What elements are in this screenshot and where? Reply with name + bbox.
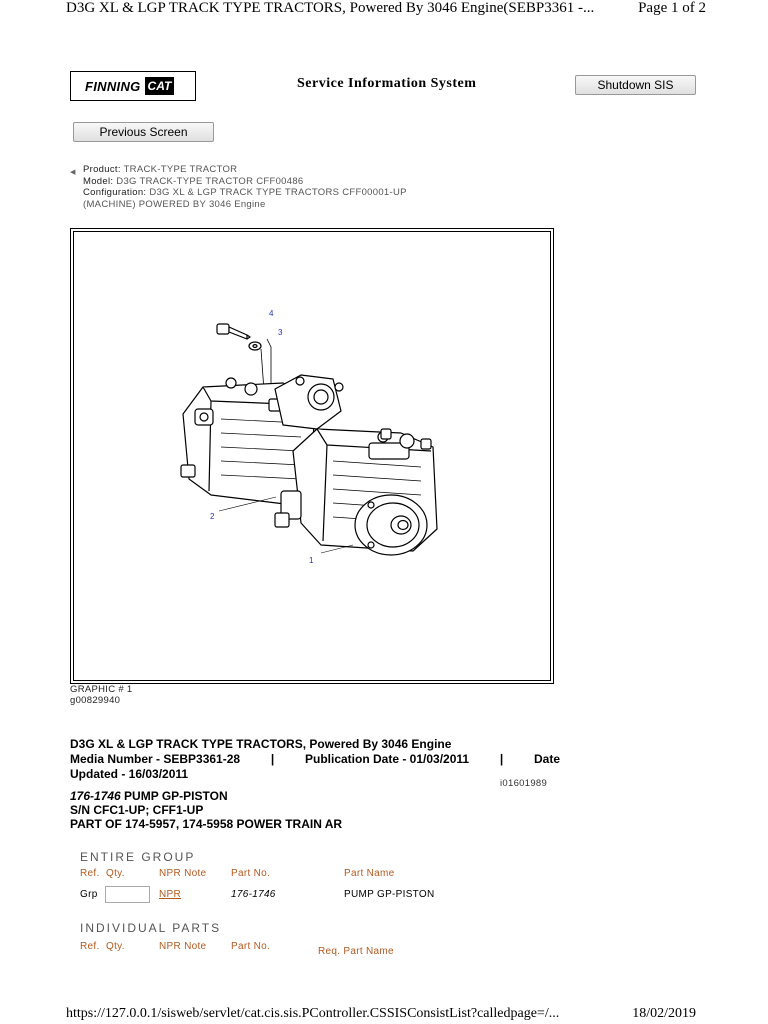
product-label: Product: (83, 164, 121, 175)
document-title: D3G XL & LGP TRACK TYPE TRACTORS, Powered By 3046 Engine(SEBP3361 -... (66, 0, 595, 16)
part-header (70, 789, 342, 831)
updated-date: Updated - 16/03/2011 (70, 767, 189, 781)
page-url: https://127.0.0.1/sisweb/servlet/cat.cis.sis.PController.CSSISConsistList?calledpage=/... (66, 1006, 560, 1021)
configuration-value-line2: (MACHINE) POWERED BY 3046 Engine (83, 198, 266, 210)
group-qty-input[interactable] (105, 886, 150, 903)
col-part-no: Part No. (231, 868, 271, 879)
part-number: 176-1746 (70, 789, 121, 803)
parts-graphic-frame (70, 228, 554, 684)
configuration-info (70, 164, 407, 210)
document-id: i01601989 (500, 778, 548, 789)
model-label: Model: (83, 175, 114, 187)
individual-parts-heading: INDIVIDUAL PARTS (80, 921, 222, 935)
publication-date: Publication Date - 01/03/2011 (304, 752, 470, 766)
drive-end (355, 495, 427, 555)
media-number: Media Number - SEBP3361-28 (70, 752, 241, 766)
col-ref: Ref. (80, 868, 100, 879)
callout-1: 1 (309, 556, 314, 565)
callout-2: 2 (210, 512, 215, 521)
document-info (70, 737, 560, 782)
npr-link[interactable]: NPR (159, 889, 182, 900)
configuration-value: D3G XL & LGP TRACK TYPE TRACTORS CFF00001-UP (149, 187, 407, 198)
configuration-label: Configuration: (83, 187, 147, 198)
back-arrow-icon[interactable]: ◀ (70, 169, 76, 176)
callout-4: 4 (269, 309, 274, 318)
shutdown-sis-button[interactable]: Shutdown SIS (575, 75, 696, 95)
graphic-id: g00829940 (70, 695, 121, 706)
col-npr-note: NPR Note (159, 868, 207, 879)
entire-group-heading: ENTIRE GROUP (80, 850, 196, 864)
col-ref: Ref. (80, 941, 100, 952)
page-number: Page 1 of 2 (638, 0, 706, 16)
group-ref: Grp (80, 889, 98, 900)
graphic-number: GRAPHIC # 1 (70, 684, 133, 695)
part-name: PUMP GP-PISTON (120, 789, 228, 803)
callout-3: 3 (278, 328, 283, 337)
finning-cat-logo (70, 71, 196, 101)
graphic-caption (70, 684, 132, 706)
col-req-part-name: Req. Part Name (318, 946, 394, 957)
bolt-part (217, 324, 250, 339)
serial-numbers: S/N CFC1-UP; CFF1-UP (70, 803, 204, 817)
previous-screen-button[interactable]: Previous Screen (73, 122, 214, 142)
col-qty: Qty. (106, 941, 125, 952)
product-value: TRACK-TYPE TRACTOR (123, 164, 238, 175)
col-qty: Qty. (106, 868, 125, 879)
piston-pump-illustration (71, 229, 553, 683)
doc-title: D3G XL & LGP TRACK TYPE TRACTORS, Powered By 3046 Engine (70, 737, 452, 751)
part-of: PART OF 174-5957, 174-5958 POWER TRAIN AR (70, 817, 343, 831)
group-part-no: 176-1746 (231, 889, 276, 900)
pump-top-manifold (275, 375, 343, 429)
model-value: D3G TRACK-TYPE TRACTOR CFF00486 (116, 175, 304, 187)
col-part-name: Part Name (344, 868, 395, 879)
print-date: 18/02/2019 (632, 1006, 696, 1021)
separator: | (270, 752, 275, 766)
app-title: Service Information System (297, 76, 477, 91)
date-label: Date (533, 752, 560, 766)
finning-wordmark: FINNING (85, 78, 141, 94)
col-npr-note: NPR Note (159, 941, 207, 952)
cat-wordmark: CAT (145, 77, 175, 95)
separator: | (499, 752, 504, 766)
col-part-no: Part No. (231, 941, 271, 952)
group-part-name: PUMP GP-PISTON (344, 889, 435, 900)
